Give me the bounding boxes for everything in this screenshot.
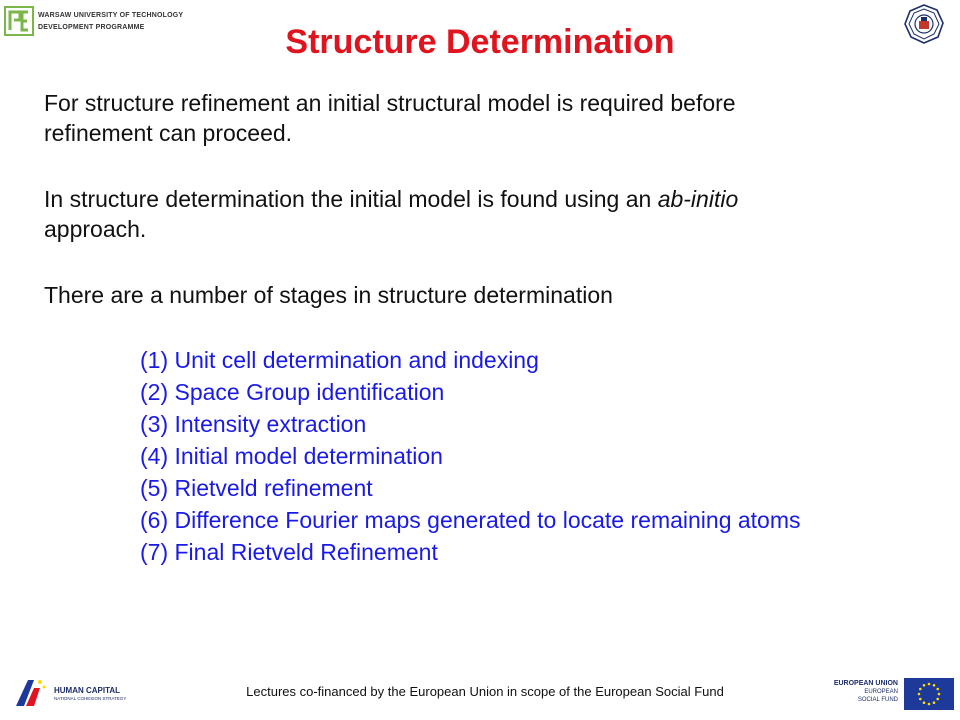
eu-logo-line2: EUROPEAN — [864, 689, 898, 695]
paragraph-refinement — [44, 88, 736, 148]
paragraph-refinement-line1: For structure refinement an initial structural model is required before — [44, 90, 736, 116]
eu-flag-icon — [904, 678, 954, 710]
paragraph-determination-line2: approach. — [44, 216, 147, 242]
footer-cofinancing-note: Lectures co-financed by the European Union in scope of the European Social Fund — [246, 684, 724, 699]
paragraph-stages-intro: There are a number of stages in structure determination — [44, 282, 613, 308]
eu-logo-line1: EUROPEAN UNION — [833, 680, 898, 687]
stages-list — [140, 344, 801, 568]
page-title: Structure Determination — [285, 23, 675, 61]
stage-item-5: (5) Rietveld refinement — [140, 475, 373, 501]
stage-item-3: (3) Intensity extraction — [140, 411, 367, 437]
stage-item-2: (2) Space Group identification — [140, 379, 445, 405]
paragraph-determination-text: In structure determination the initial model is found using an — [44, 186, 658, 212]
paragraph-determination-line1 — [44, 184, 738, 214]
eu-social-fund-logo — [830, 676, 956, 712]
human-capital-subtitle: NATIONAL COHESION STRATEGY — [54, 696, 127, 701]
stage-item-7: (7) Final Rietveld Refinement — [140, 539, 438, 565]
paragraph-refinement-line2: refinement can proceed. — [44, 120, 293, 146]
human-capital-title: HUMAN CAPITAL — [54, 686, 121, 695]
wut-logo-line2: DEVELOPMENT PROGRAMME — [38, 24, 145, 31]
eu-logo-line3: SOCIAL FUND — [857, 697, 898, 703]
stage-item-4: (4) Initial model determination — [140, 443, 443, 469]
wut-logo-line1: WARSAW UNIVERSITY OF TECHNOLOGY — [38, 12, 184, 19]
stage-item-1: (1) Unit cell determination and indexing — [140, 347, 539, 373]
human-capital-logo — [14, 672, 154, 712]
ab-initio-term: ab-initio — [657, 186, 739, 212]
stage-item-6: (6) Difference Fourier maps generated to locate remaining atoms — [140, 507, 801, 533]
paragraph-determination — [44, 184, 738, 244]
human-capital-flag-icon — [14, 676, 48, 708]
